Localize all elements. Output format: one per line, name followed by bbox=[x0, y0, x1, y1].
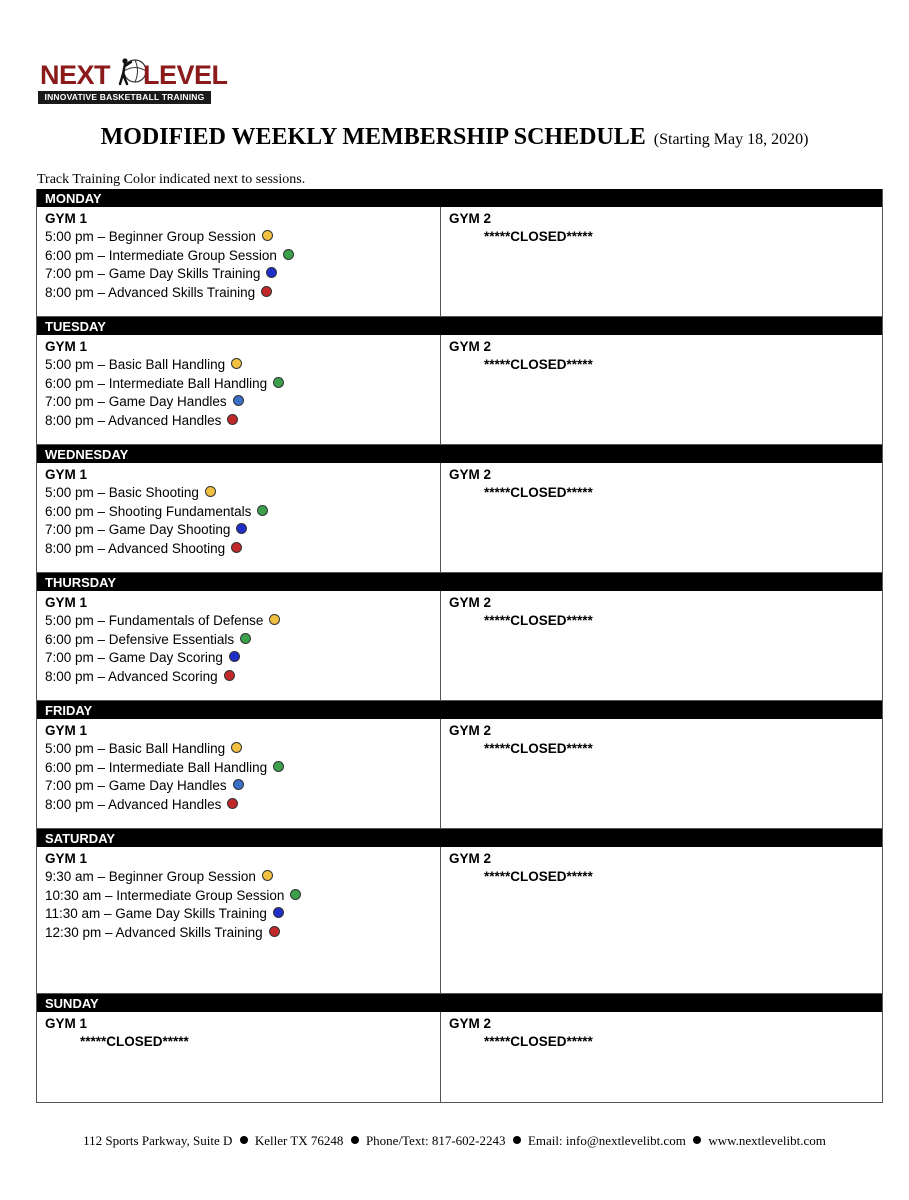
logo bbox=[38, 60, 228, 106]
day-header: FRIDAY bbox=[37, 701, 882, 719]
track-color-dot-icon bbox=[227, 798, 238, 809]
track-color-dot-icon bbox=[231, 542, 242, 553]
gym1-label: GYM 1 bbox=[45, 211, 88, 226]
track-color-dot-icon bbox=[257, 505, 268, 516]
track-color-dot-icon bbox=[269, 926, 280, 937]
track-color-dot-icon bbox=[231, 742, 242, 753]
session-text: 7:00 pm – Game Day Shooting bbox=[45, 522, 231, 538]
day-header: MONDAY bbox=[37, 189, 882, 207]
day-header: WEDNESDAY bbox=[37, 445, 882, 463]
session-item bbox=[45, 777, 440, 796]
session-item bbox=[45, 924, 440, 943]
session-item bbox=[45, 649, 440, 668]
gym1-cell bbox=[37, 335, 441, 444]
track-color-dot-icon bbox=[290, 889, 301, 900]
session-item bbox=[45, 631, 440, 650]
session-item bbox=[45, 228, 440, 247]
track-color-dot-icon bbox=[266, 267, 277, 278]
footer-website[interactable]: www.nextlevelibt.com bbox=[708, 1133, 826, 1148]
session-text: 5:00 pm – Basic Ball Handling bbox=[45, 357, 226, 372]
session-item bbox=[45, 247, 440, 266]
session-text: 10:30 am – Intermediate Group Session bbox=[45, 887, 285, 903]
bullet-separator bbox=[693, 1136, 701, 1144]
logo-tagline: INNOVATIVE BASKETBALL TRAINING bbox=[38, 91, 211, 104]
gym2-label: GYM 2 bbox=[449, 723, 492, 738]
gym1-label: GYM 1 bbox=[45, 467, 88, 482]
gym2-label: GYM 2 bbox=[449, 339, 492, 354]
session-text: 6:00 pm – Shooting Fundamentals bbox=[45, 503, 252, 519]
gym1-cell bbox=[37, 207, 441, 316]
day-header: SATURDAY bbox=[37, 829, 882, 847]
day-header: SUNDAY bbox=[37, 994, 882, 1012]
closed-text: *****CLOSED***** bbox=[484, 869, 593, 884]
session-text: 8:00 pm – Advanced Shooting bbox=[45, 540, 226, 556]
session-text: 6:00 pm – Defensive Essentials bbox=[45, 631, 235, 647]
day-row bbox=[37, 1012, 882, 1102]
day-row bbox=[37, 335, 882, 445]
session-text: 12:30 pm – Advanced Skills Training bbox=[45, 924, 263, 940]
gym1-label: GYM 1 bbox=[45, 339, 88, 354]
track-color-dot-icon bbox=[236, 523, 247, 534]
color-note: Track Training Color indicated next to sessions. bbox=[37, 172, 306, 187]
gym2-cell bbox=[441, 719, 882, 828]
session-text: 5:00 pm – Basic Shooting bbox=[45, 485, 199, 500]
track-color-dot-icon bbox=[233, 395, 244, 406]
logo-word-level: LEVEL bbox=[143, 60, 228, 90]
footer-email[interactable]: Email: info@nextlevelibt.com bbox=[527, 1133, 686, 1148]
session-item bbox=[45, 503, 440, 522]
track-color-dot-icon bbox=[227, 414, 238, 425]
session-text: 6:00 pm – Intermediate Ball Handling bbox=[45, 375, 268, 391]
gym2-cell bbox=[441, 463, 882, 572]
footer bbox=[0, 1133, 909, 1149]
track-color-dot-icon bbox=[224, 670, 235, 681]
track-color-dot-icon bbox=[240, 633, 251, 644]
track-color-dot-icon bbox=[231, 358, 242, 369]
session-text: 5:00 pm – Fundamentals of Defense bbox=[45, 613, 264, 628]
title-subtitle: (Starting May 18, 2020) bbox=[653, 131, 809, 148]
gym2-label: GYM 2 bbox=[449, 595, 492, 610]
footer-phone: Phone/Text: 817-602-2243 bbox=[365, 1133, 506, 1148]
gym1-label: GYM 1 bbox=[45, 595, 88, 610]
session-text: 6:00 pm – Intermediate Group Session bbox=[45, 247, 277, 263]
closed-text: *****CLOSED***** bbox=[484, 613, 593, 628]
gym2-cell bbox=[441, 207, 882, 316]
session-text: 8:00 pm – Advanced Handles bbox=[45, 796, 222, 812]
session-item bbox=[45, 796, 440, 815]
day-row bbox=[37, 207, 882, 317]
track-color-dot-icon bbox=[269, 614, 280, 625]
session-text: 8:00 pm – Advanced Skills Training bbox=[45, 284, 256, 300]
closed-text: *****CLOSED***** bbox=[484, 741, 593, 756]
track-color-dot-icon bbox=[283, 249, 294, 260]
session-item bbox=[45, 887, 440, 906]
track-color-dot-icon bbox=[273, 907, 284, 918]
gym1-label: GYM 1 bbox=[45, 1016, 88, 1031]
gym2-cell bbox=[441, 1012, 882, 1102]
session-item bbox=[45, 375, 440, 394]
day-header: THURSDAY bbox=[37, 573, 882, 591]
session-item bbox=[45, 759, 440, 778]
session-text: 5:00 pm – Beginner Group Session bbox=[45, 229, 256, 244]
session-item bbox=[45, 612, 440, 631]
session-text: 11:30 am – Game Day Skills Training bbox=[45, 906, 267, 922]
session-item bbox=[45, 265, 440, 284]
day-row bbox=[37, 591, 882, 701]
session-item bbox=[45, 905, 440, 924]
session-item bbox=[45, 284, 440, 303]
gym2-label: GYM 2 bbox=[449, 851, 492, 866]
track-color-dot-icon bbox=[229, 651, 240, 662]
session-item bbox=[45, 668, 440, 687]
gym2-label: GYM 2 bbox=[449, 211, 492, 226]
session-text: 7:00 pm – Game Day Skills Training bbox=[45, 266, 261, 282]
day-header: TUESDAY bbox=[37, 317, 882, 335]
track-color-dot-icon bbox=[262, 230, 273, 241]
gym2-cell bbox=[441, 847, 882, 993]
day-row bbox=[37, 463, 882, 573]
logo-word-next: NEXT bbox=[40, 60, 111, 90]
session-text: 7:00 pm – Game Day Handles bbox=[45, 778, 227, 794]
day-row bbox=[37, 847, 882, 994]
track-color-dot-icon bbox=[233, 779, 244, 790]
closed-text: *****CLOSED***** bbox=[484, 485, 593, 500]
session-item bbox=[45, 393, 440, 412]
session-text: 5:00 pm – Basic Ball Handling bbox=[45, 741, 226, 756]
bullet-separator bbox=[513, 1136, 521, 1144]
gym2-label: GYM 2 bbox=[449, 467, 492, 482]
gym1-label: GYM 1 bbox=[45, 851, 88, 866]
gym1-cell bbox=[37, 591, 441, 700]
track-color-dot-icon bbox=[261, 286, 272, 297]
session-item bbox=[45, 740, 440, 759]
schedule-table bbox=[36, 189, 883, 1103]
session-text: 9:30 am – Beginner Group Session bbox=[45, 869, 256, 884]
bullet-separator bbox=[240, 1136, 248, 1144]
closed-text: *****CLOSED***** bbox=[80, 1034, 189, 1049]
gym1-label: GYM 1 bbox=[45, 723, 88, 738]
gym1-cell bbox=[37, 463, 441, 572]
track-color-dot-icon bbox=[262, 870, 273, 881]
session-item bbox=[45, 868, 440, 887]
closed-text: *****CLOSED***** bbox=[484, 357, 593, 372]
day-row bbox=[37, 719, 882, 829]
title-main: MODIFIED WEEKLY MEMBERSHIP SCHEDULE bbox=[100, 124, 646, 150]
page-title bbox=[0, 124, 909, 151]
track-color-dot-icon bbox=[273, 761, 284, 772]
track-color-dot-icon bbox=[273, 377, 284, 388]
session-item bbox=[45, 540, 440, 559]
session-text: 8:00 pm – Advanced Handles bbox=[45, 412, 222, 428]
closed-text: *****CLOSED***** bbox=[484, 229, 593, 244]
gym1-cell bbox=[37, 847, 441, 993]
session-item bbox=[45, 412, 440, 431]
session-item bbox=[45, 521, 440, 540]
session-item bbox=[45, 484, 440, 503]
footer-address: 112 Sports Parkway, Suite D bbox=[83, 1133, 233, 1148]
gym2-label: GYM 2 bbox=[449, 1016, 492, 1031]
track-color-dot-icon bbox=[205, 486, 216, 497]
session-item bbox=[45, 356, 440, 375]
closed-text: *****CLOSED***** bbox=[484, 1034, 593, 1049]
gym1-cell bbox=[37, 1012, 441, 1102]
session-text: 7:00 pm – Game Day Handles bbox=[45, 394, 227, 410]
bullet-separator bbox=[351, 1136, 359, 1144]
session-text: 7:00 pm – Game Day Scoring bbox=[45, 650, 223, 666]
gym1-cell bbox=[37, 719, 441, 828]
session-text: 6:00 pm – Intermediate Ball Handling bbox=[45, 759, 268, 775]
gym2-cell bbox=[441, 335, 882, 444]
footer-city: Keller TX 76248 bbox=[254, 1133, 344, 1148]
session-text: 8:00 pm – Advanced Scoring bbox=[45, 668, 218, 684]
gym2-cell bbox=[441, 591, 882, 700]
